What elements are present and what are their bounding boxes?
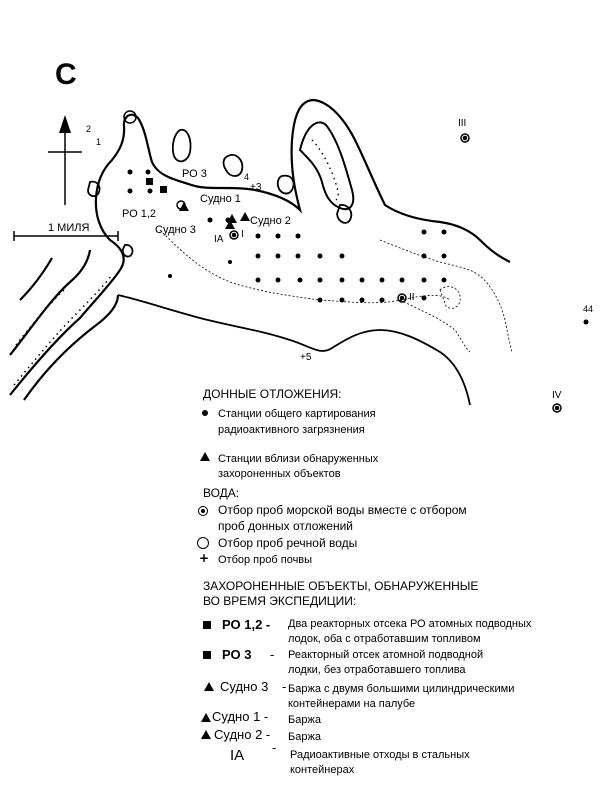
sampling-stations <box>128 170 589 325</box>
label-soil-4: 4 <box>244 172 250 182</box>
label-sudno3: Судно 3 <box>155 224 196 236</box>
legend-soil-text: Отбор проб почвы <box>218 554 313 566</box>
scale-label: 1 МИЛЯ <box>48 222 90 234</box>
depth-contours <box>160 230 512 352</box>
legend-ro3-label: РО 3 <box>222 647 252 662</box>
legend-ro3-text1: Реакторный отсек атомной подводной <box>288 649 484 661</box>
label-ii: II <box>409 292 415 303</box>
square-icon-2 <box>203 651 211 659</box>
legend-objects-title1: ЗАХОРОНЕННЫЕ ОБЪЕКТЫ, ОБНАРУЖЕННЫЕ <box>203 579 479 593</box>
label-i: I <box>241 229 244 240</box>
legend-sudno3-label: Судно 3 <box>220 679 269 694</box>
legend-objects-title2: ВО ВРЕМЯ ЭКСПЕДИЦИИ: <box>203 594 357 608</box>
triangle-icon-4 <box>201 730 211 739</box>
legend-ia-text1: Радиоактивные отходы в стальных <box>290 749 470 761</box>
legend-water-title: ВОДА: <box>203 486 240 500</box>
coastline <box>10 100 510 395</box>
legend-ro12-label: РО 1,2 - <box>222 617 271 632</box>
triangle-icon-2 <box>204 682 214 691</box>
shore-band-2 <box>24 295 118 400</box>
legend-ro3-dash: - <box>270 647 275 662</box>
label-44: 44 <box>583 304 594 314</box>
square-icon <box>203 621 211 629</box>
legend-sudno3-text2: контейнерами на палубе <box>288 698 416 710</box>
legend-sudno2-label: Судно 2 - <box>214 727 271 742</box>
legend-ro3-text2: лодки, без отработавшего топлива <box>288 664 466 676</box>
legend-ia-label: IA <box>230 747 245 764</box>
legend-sudno2-text: Баржа <box>288 731 321 743</box>
legend-sediments-title: ДОННЫЕ ОТЛОЖЕНИЯ: <box>203 387 342 401</box>
legend-tri-text2: захороненных объектов <box>218 468 341 480</box>
label-iv: IV <box>552 390 562 401</box>
label-iii: III <box>458 118 467 129</box>
panel-letter: C <box>55 58 77 91</box>
legend-ia-text2: контейнерах <box>290 764 355 776</box>
label-ro3: РО 3 <box>182 168 207 180</box>
legend-sudno1-text: Баржа <box>288 714 321 726</box>
legend-sudno1-label: Судно 1 - <box>212 709 269 724</box>
label-soil-2: 2 <box>86 124 92 134</box>
label-sudno1: Судно 1 <box>200 193 241 205</box>
legend-dot-text1: Станции общего картирования <box>218 408 376 420</box>
label-sudno2: Судно 2 <box>250 215 291 227</box>
legend-ro12-text2: лодок, оба с отработавшим топливом <box>288 633 481 645</box>
legend-sudno3-dash: - <box>282 679 287 694</box>
legend-dot-text2: радиоактивного загрязнения <box>218 424 365 436</box>
dot-icon <box>202 410 208 416</box>
river-water-icon <box>197 537 209 549</box>
label-soil-1: 1 <box>96 137 102 147</box>
legend-ro12-text1: Два реакторных отсека РО атомных подводных <box>288 618 532 630</box>
soil-plus-icon: + <box>199 551 210 565</box>
label-soil-5: +5 <box>300 352 312 363</box>
triangle-icon <box>200 452 210 461</box>
label-ia: IA <box>214 234 224 245</box>
sea-water-sample-icon <box>198 506 208 516</box>
legend-tri-text1: Станции вблизи обнаруженных <box>218 453 379 465</box>
north-arrow-icon <box>48 115 82 205</box>
legend-river-text: Отбор проб речной воды <box>218 536 358 550</box>
peninsula <box>300 122 353 209</box>
legend-water-text1: Отбор проб морской воды вместе с отбором <box>218 503 467 517</box>
legend-ia-dash: - <box>272 740 277 755</box>
triangle-icon-3 <box>201 713 211 722</box>
label-ro12: РО 1,2 <box>122 208 156 220</box>
label-soil-3: +3 <box>250 182 262 193</box>
legend-sudno3-text1: Баржа с двумя большими цилиндрическими <box>288 683 515 695</box>
legend-water-text2: проб донных отложений <box>218 519 353 533</box>
